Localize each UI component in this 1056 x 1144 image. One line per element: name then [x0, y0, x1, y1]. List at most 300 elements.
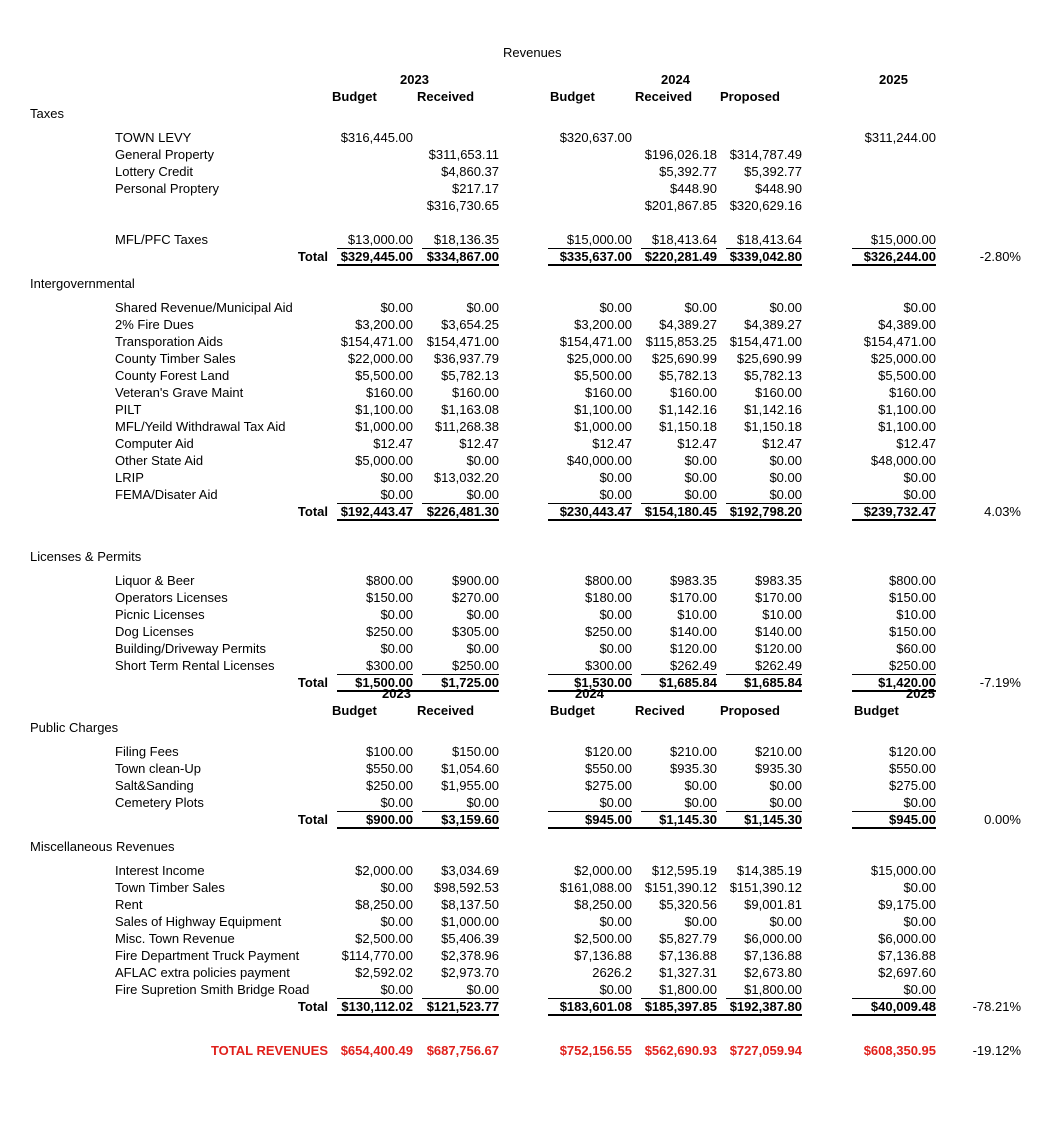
cell-value: $550.00 — [889, 761, 936, 776]
rule-line — [548, 690, 802, 692]
year-2023-header-repeat: 2023 — [382, 686, 411, 701]
grand-total-label: TOTAL REVENUES — [210, 1043, 328, 1058]
cell-value: $0.00 — [903, 795, 936, 810]
cell-value: $0.00 — [684, 795, 717, 810]
cell-value: $800.00 — [585, 573, 632, 588]
total-label: Total — [297, 249, 328, 264]
cell-value: $98,592.53 — [433, 880, 499, 895]
cell-value: $5,320.56 — [659, 897, 717, 912]
rule-line — [548, 264, 802, 266]
cell-value: $0.00 — [380, 487, 413, 502]
cell-value: $12.47 — [373, 436, 413, 451]
row-label: MFL/Yeild Withdrawal Tax Aid — [115, 419, 286, 434]
cell-value: $0.00 — [769, 795, 802, 810]
total-value: $192,387.80 — [729, 999, 802, 1014]
total-value: $230,443.47 — [559, 504, 632, 519]
cell-value: $4,389.27 — [744, 317, 802, 332]
row-label: Fire Department Truck Payment — [115, 948, 300, 963]
cell-value: $5,782.13 — [441, 368, 499, 383]
cell-value: $210.00 — [755, 744, 802, 759]
cell-value: $2,500.00 — [355, 931, 413, 946]
cell-value: $0.00 — [380, 300, 413, 315]
rule-line — [337, 264, 499, 266]
total-value: $1,420.00 — [878, 675, 936, 690]
total-value: $226,481.30 — [426, 504, 499, 519]
cell-value: $1,054.60 — [441, 761, 499, 776]
cell-value: $9,001.81 — [744, 897, 802, 912]
cell-value: $311,244.00 — [864, 130, 936, 145]
cell-value: $7,136.88 — [659, 948, 717, 963]
row-label: County Timber Sales — [115, 351, 236, 366]
cell-value: $12.47 — [896, 436, 936, 451]
change-percent: -2.80% — [979, 249, 1021, 264]
cell-value: $1,142.16 — [659, 402, 717, 417]
cell-value: $0.00 — [684, 300, 717, 315]
total-value: $1,725.00 — [441, 675, 499, 690]
cell-value: $9,175.00 — [878, 897, 936, 912]
row-label: FEMA/Disater Aid — [115, 487, 218, 502]
cell-value: $5,500.00 — [574, 368, 632, 383]
col-header-budget-2023: Budget — [332, 89, 377, 104]
cell-value: $12.47 — [592, 436, 632, 451]
section-heading: Taxes — [30, 106, 64, 121]
rule-line — [548, 827, 802, 829]
year-2024-header-repeat: 2024 — [575, 686, 604, 701]
cell-value: $15,000.00 — [566, 232, 632, 247]
cell-value: $4,389.00 — [878, 317, 936, 332]
cell-value: $300.00 — [366, 658, 413, 673]
cell-value: $0.00 — [769, 453, 802, 468]
cell-value: $5,500.00 — [355, 368, 413, 383]
year-2024-header: 2024 — [661, 72, 690, 87]
cell-value: $14,385.19 — [736, 863, 802, 878]
cell-value: $1,100.00 — [355, 402, 413, 417]
col-header-budget-2023-repeat: Budget — [332, 703, 377, 718]
col-header-budget-2024: Budget — [550, 89, 595, 104]
cell-value: $15,000.00 — [870, 863, 936, 878]
total-value: $900.00 — [366, 812, 413, 827]
section-heading: Public Charges — [30, 720, 119, 735]
total-value: $334,867.00 — [426, 249, 499, 264]
cell-value: $0.00 — [903, 487, 936, 502]
row-label: Operators Licenses — [115, 590, 228, 605]
cell-value: $114,770.00 — [341, 948, 413, 963]
cell-value: $2,697.60 — [878, 965, 936, 980]
cell-value: $250.00 — [452, 658, 499, 673]
col-header-received-2023: Received — [417, 89, 475, 104]
cell-value: $250.00 — [366, 778, 413, 793]
cell-value: $60.00 — [896, 641, 936, 656]
cell-value: $170.00 — [670, 590, 717, 605]
cell-value: $2,973.70 — [441, 965, 499, 980]
col-header-proposed-2024-repeat: Proposed — [720, 703, 780, 718]
total-value: $239,732.47 — [863, 504, 936, 519]
section-heading: Intergovernmental — [30, 276, 135, 291]
cell-value: $151,390.12 — [644, 880, 717, 895]
cell-value: $0.00 — [380, 880, 413, 895]
cell-value: $120.00 — [755, 641, 802, 656]
cell-value: $935.30 — [670, 761, 717, 776]
cell-value: $12.47 — [762, 436, 802, 451]
row-label: Rent — [115, 897, 143, 912]
cell-value: $0.00 — [684, 778, 717, 793]
cell-value: $1,000.00 — [574, 419, 632, 434]
cell-value: $0.00 — [380, 982, 413, 997]
cell-value: $314,787.49 — [729, 147, 802, 162]
cell-value: $0.00 — [599, 795, 632, 810]
cell-value: $6,000.00 — [878, 931, 936, 946]
cell-value: $0.00 — [684, 487, 717, 502]
cell-value: $12,595.19 — [651, 863, 717, 878]
cell-value: $0.00 — [466, 487, 499, 502]
cell-value: $4,389.27 — [659, 317, 717, 332]
cell-value: $196,026.18 — [644, 147, 717, 162]
cell-value: $300.00 — [585, 658, 632, 673]
change-percent: -7.19% — [979, 675, 1021, 690]
cell-value: $2,673.80 — [744, 965, 802, 980]
cell-value: $7,136.88 — [574, 948, 632, 963]
cell-value: $262.49 — [755, 658, 802, 673]
cell-value: $1,150.18 — [744, 419, 802, 434]
cell-value: $2,000.00 — [355, 863, 413, 878]
cell-value: $1,142.16 — [744, 402, 802, 417]
total-value: $1,530.00 — [574, 675, 632, 690]
cell-value: $1,163.08 — [441, 402, 499, 417]
cell-value: $5,406.39 — [441, 931, 499, 946]
cell-value: $2,378.96 — [441, 948, 499, 963]
cell-value: $120.00 — [670, 641, 717, 656]
cell-value: $100.00 — [366, 744, 413, 759]
col-header-budget-2025-repeat: Budget — [854, 703, 899, 718]
cell-value: $0.00 — [599, 487, 632, 502]
cell-value: $5,392.77 — [659, 164, 717, 179]
cell-value: $154,471.00 — [863, 334, 936, 349]
cell-value: $12.47 — [459, 436, 499, 451]
cell-value: $3,654.25 — [441, 317, 499, 332]
cell-value: $201,867.85 — [644, 198, 717, 213]
row-label: TOWN LEVY — [115, 130, 192, 145]
total-value: $335,637.00 — [559, 249, 632, 264]
rule-line — [852, 827, 936, 829]
cell-value: $25,690.99 — [651, 351, 717, 366]
change-percent: 0.00% — [984, 812, 1021, 827]
row-label: 2% Fire Dues — [115, 317, 194, 332]
cell-value: $5,782.13 — [744, 368, 802, 383]
cell-value: $320,629.16 — [729, 198, 802, 213]
cell-value: $154,471.00 — [426, 334, 499, 349]
cell-value: $217.17 — [452, 181, 499, 196]
total-value: $1,145.30 — [744, 812, 802, 827]
cell-value: $18,136.35 — [433, 232, 499, 247]
cell-value: $150.00 — [889, 590, 936, 605]
year-2025-header-repeat: 2025 — [906, 686, 935, 701]
cell-value: $5,392.77 — [744, 164, 802, 179]
row-label: Building/Driveway Permits — [115, 641, 266, 656]
col-header-budget-2024-repeat: Budget — [550, 703, 595, 718]
cell-value: $0.00 — [380, 607, 413, 622]
cell-value: $160.00 — [366, 385, 413, 400]
cell-value: $0.00 — [599, 607, 632, 622]
cell-value: $8,250.00 — [574, 897, 632, 912]
grand-total-value: $654,400.49 — [340, 1043, 413, 1058]
cell-value: $5,827.79 — [659, 931, 717, 946]
cell-value: $0.00 — [599, 641, 632, 656]
row-label: Filing Fees — [115, 744, 179, 759]
cell-value: $154,471.00 — [729, 334, 802, 349]
cell-value: $13,032.20 — [433, 470, 499, 485]
cell-value: $550.00 — [366, 761, 413, 776]
row-label: Picnic Licenses — [115, 607, 205, 622]
grand-total-value: $687,756.67 — [426, 1043, 499, 1058]
cell-value: $0.00 — [769, 487, 802, 502]
cell-value: $18,413.64 — [651, 232, 717, 247]
rule-line — [852, 1014, 936, 1016]
col-header-received-2024: Received — [635, 89, 693, 104]
cell-value: $160.00 — [452, 385, 499, 400]
year-2023-header: 2023 — [400, 72, 429, 87]
cell-value: $140.00 — [755, 624, 802, 639]
cell-value: $0.00 — [380, 795, 413, 810]
cell-value: $5,500.00 — [878, 368, 936, 383]
cell-value: $1,955.00 — [441, 778, 499, 793]
cell-value: $150.00 — [889, 624, 936, 639]
cell-value: $275.00 — [585, 778, 632, 793]
cell-value: $800.00 — [889, 573, 936, 588]
rule-line — [852, 690, 936, 692]
cell-value: $18,413.64 — [736, 232, 802, 247]
row-label: Liquor & Beer — [115, 573, 195, 588]
cell-value: $900.00 — [452, 573, 499, 588]
cell-value: $12.47 — [677, 436, 717, 451]
row-label: Short Term Rental Licenses — [115, 658, 275, 673]
year-2025-header: 2025 — [879, 72, 908, 87]
cell-value: $160.00 — [755, 385, 802, 400]
cell-value: $2,000.00 — [574, 863, 632, 878]
total-value: $154,180.45 — [644, 504, 717, 519]
col-header-recived-2024-repeat: Recived — [635, 703, 685, 718]
row-label: Lottery Credit — [115, 164, 194, 179]
rule-line — [337, 827, 499, 829]
rule-line — [337, 690, 499, 692]
cell-value: $4,860.37 — [441, 164, 499, 179]
cell-value: $120.00 — [889, 744, 936, 759]
cell-value: $262.49 — [670, 658, 717, 673]
cell-value: $1,000.00 — [355, 419, 413, 434]
section-heading: Miscellaneous Revenues — [30, 839, 175, 854]
total-label: Total — [297, 812, 328, 827]
cell-value: $0.00 — [769, 470, 802, 485]
cell-value: $5,000.00 — [355, 453, 413, 468]
grand-total-value: $562,690.93 — [644, 1043, 717, 1058]
cell-value: $140.00 — [670, 624, 717, 639]
cell-value: $0.00 — [380, 470, 413, 485]
cell-value: $154,471.00 — [559, 334, 632, 349]
cell-value: $154,471.00 — [340, 334, 413, 349]
cell-value: $0.00 — [903, 300, 936, 315]
row-label: Veteran's Grave Maint — [115, 385, 244, 400]
cell-value: $210.00 — [670, 744, 717, 759]
cell-value: $983.35 — [755, 573, 802, 588]
cell-value: $10.00 — [677, 607, 717, 622]
cell-value: $1,100.00 — [574, 402, 632, 417]
row-label: PILT — [115, 402, 142, 417]
cell-value: $320,637.00 — [559, 130, 632, 145]
cell-value: $2,592.02 — [355, 965, 413, 980]
col-header-proposed-2024: Proposed — [720, 89, 780, 104]
cell-value: $983.35 — [670, 573, 717, 588]
row-label: Other State Aid — [115, 453, 204, 468]
cell-value: $1,100.00 — [878, 402, 936, 417]
cell-value: $800.00 — [366, 573, 413, 588]
cell-value: $316,445.00 — [340, 130, 413, 145]
cell-value: $3,200.00 — [574, 317, 632, 332]
cell-value: $13,000.00 — [347, 232, 413, 247]
total-value: $3,159.60 — [441, 812, 499, 827]
row-label: Computer Aid — [115, 436, 194, 451]
cell-value: $0.00 — [466, 641, 499, 656]
cell-value: $160.00 — [585, 385, 632, 400]
change-percent: -78.21% — [972, 999, 1021, 1014]
cell-value: $1,800.00 — [659, 982, 717, 997]
cell-value: $0.00 — [380, 641, 413, 656]
cell-value: $3,034.69 — [441, 863, 499, 878]
cell-value: $8,137.50 — [441, 897, 499, 912]
cell-value: $0.00 — [599, 982, 632, 997]
total-value: $329,445.00 — [340, 249, 413, 264]
cell-value: $161,088.00 — [559, 880, 632, 895]
cell-value: $305.00 — [452, 624, 499, 639]
cell-value: $275.00 — [889, 778, 936, 793]
cell-value: $3,200.00 — [355, 317, 413, 332]
cell-value: $1,150.18 — [659, 419, 717, 434]
cell-value: $115,853.25 — [645, 334, 717, 349]
cell-value: $311,653.11 — [428, 147, 499, 162]
cell-value: $11,268.38 — [434, 419, 499, 434]
cell-value: $1,100.00 — [878, 419, 936, 434]
row-label: County Forest Land — [115, 368, 230, 383]
cell-value: $0.00 — [769, 300, 802, 315]
cell-value: $250.00 — [889, 658, 936, 673]
row-label: General Property — [115, 147, 214, 162]
row-label: LRIP — [115, 470, 144, 485]
total-value: $130,112.02 — [341, 999, 413, 1014]
cell-value: $0.00 — [599, 300, 632, 315]
total-value: $326,244.00 — [863, 249, 936, 264]
cell-value: $0.00 — [599, 914, 632, 929]
page-title: Revenues — [503, 45, 562, 60]
cell-value: $250.00 — [585, 624, 632, 639]
row-label: Shared Revenue/Municipal Aid — [115, 300, 293, 315]
grand-total-value: $608,350.95 — [863, 1043, 936, 1058]
cell-value: $0.00 — [380, 914, 413, 929]
total-value: $220,281.49 — [644, 249, 717, 264]
cell-value: $120.00 — [585, 744, 632, 759]
cell-value: $448.90 — [755, 181, 802, 196]
total-value: $1,145.30 — [659, 812, 717, 827]
total-value: $192,798.20 — [729, 504, 802, 519]
total-value: $1,500.00 — [355, 675, 413, 690]
cell-value: $2,500.00 — [574, 931, 632, 946]
cell-value: $0.00 — [466, 453, 499, 468]
cell-value: $5,782.13 — [659, 368, 717, 383]
cell-value: $0.00 — [466, 982, 499, 997]
cell-value: $0.00 — [684, 914, 717, 929]
cell-value: $316,730.65 — [426, 198, 499, 213]
cell-value: $0.00 — [466, 300, 499, 315]
rule-line — [548, 519, 802, 521]
cell-value: $0.00 — [903, 914, 936, 929]
cell-value: $448.90 — [670, 181, 717, 196]
row-label: Personal Proptery — [115, 181, 220, 196]
cell-value: $15,000.00 — [870, 232, 936, 247]
cell-value: $48,000.00 — [870, 453, 936, 468]
total-value: $183,601.08 — [559, 999, 632, 1014]
cell-value: $0.00 — [769, 778, 802, 793]
cell-value: $6,000.00 — [744, 931, 802, 946]
cell-value: $0.00 — [684, 453, 717, 468]
col-header-received-2023-repeat: Received — [417, 703, 475, 718]
row-label: MFL/PFC Taxes — [115, 232, 208, 247]
cell-value: $0.00 — [769, 914, 802, 929]
total-value: $40,009.48 — [870, 999, 936, 1014]
grand-total-change-percent: -19.12% — [972, 1043, 1021, 1058]
total-value: $185,397.85 — [644, 999, 717, 1014]
cell-value: $0.00 — [466, 607, 499, 622]
cell-value: $8,250.00 — [355, 897, 413, 912]
total-label: Total — [297, 504, 328, 519]
total-value: $945.00 — [889, 812, 936, 827]
row-label: Transporation Aids — [115, 334, 223, 349]
rule-line — [337, 1014, 499, 1016]
row-label: Interest Income — [115, 863, 205, 878]
cell-value: $0.00 — [466, 795, 499, 810]
cell-value: $10.00 — [762, 607, 802, 622]
cell-value: $0.00 — [684, 470, 717, 485]
row-label: Dog Licenses — [115, 624, 194, 639]
grand-total-value: $752,156.55 — [559, 1043, 632, 1058]
cell-value: $151,390.12 — [729, 880, 802, 895]
total-value: $1,685.84 — [744, 675, 802, 690]
row-label: Town Timber Sales — [115, 880, 225, 895]
total-label: Total — [297, 999, 328, 1014]
total-value: $192,443.47 — [340, 504, 413, 519]
total-value: $1,685.84 — [659, 675, 717, 690]
cell-value: $160.00 — [889, 385, 936, 400]
cell-value: $25,000.00 — [566, 351, 632, 366]
cell-value: $1,000.00 — [441, 914, 499, 929]
cell-value: $270.00 — [452, 590, 499, 605]
cell-value: $0.00 — [599, 470, 632, 485]
change-percent: 4.03% — [984, 504, 1021, 519]
cell-value: $150.00 — [452, 744, 499, 759]
cell-value: $40,000.00 — [566, 453, 632, 468]
cell-value: $0.00 — [903, 470, 936, 485]
cell-value: $0.00 — [903, 982, 936, 997]
cell-value: $0.00 — [903, 880, 936, 895]
cell-value: $7,136.88 — [744, 948, 802, 963]
cell-value: $36,937.79 — [433, 351, 499, 366]
cell-value: $935.30 — [755, 761, 802, 776]
row-label: Fire Supretion Smith Bridge Road — [115, 982, 310, 997]
row-label: AFLAC extra policies payment — [115, 965, 290, 980]
cell-value: $25,690.99 — [736, 351, 802, 366]
cell-value: $160.00 — [670, 385, 717, 400]
cell-value: $170.00 — [755, 590, 802, 605]
cell-value: $10.00 — [896, 607, 936, 622]
total-label: Total — [297, 675, 328, 690]
row-label: Town clean-Up — [115, 761, 201, 776]
row-label: Misc. Town Revenue — [115, 931, 235, 946]
